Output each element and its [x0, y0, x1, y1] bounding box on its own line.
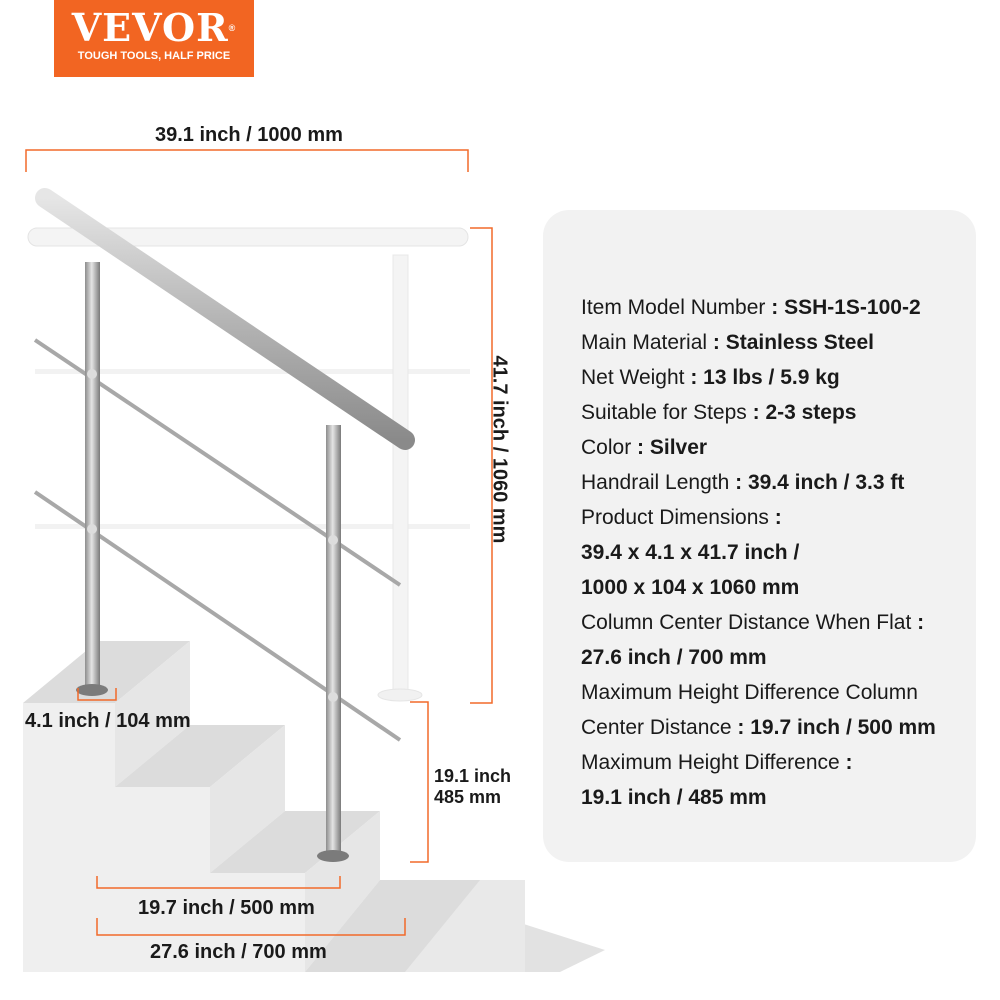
logo-tagline: TOUGH TOOLS, HALF PRICE — [77, 50, 231, 62]
spec-label: Handrail Length — [581, 471, 730, 494]
spec-label: Product Dimensions — [581, 506, 769, 529]
spec-row — [581, 570, 936, 605]
spec-panel — [543, 210, 976, 862]
column-distance-short-label: 19.7 inch / 500 mm — [138, 897, 315, 919]
spec-row — [581, 360, 936, 395]
spec-label: Column Center Distance When Flat — [581, 611, 912, 634]
spec-label: Suitable for Steps — [581, 401, 747, 424]
spec-value: 39.4 x 4.1 x 41.7 inch / — [581, 541, 800, 564]
spec-label: Item Model Number — [581, 296, 766, 319]
spec-value: 2-3 steps — [765, 401, 857, 424]
width-dimension-label: 39.1 inch / 1000 mm — [155, 124, 343, 146]
spec-value: Stainless Steel — [725, 331, 874, 354]
spec-row — [581, 290, 936, 325]
step-height-label-mm: 485 mm — [434, 787, 502, 807]
spec-row — [581, 535, 936, 570]
spec-label: Center Distance — [581, 716, 732, 739]
spec-value: 19.1 inch / 485 mm — [581, 786, 767, 809]
step-height-label-inch: 19.1 inch — [434, 766, 512, 786]
spec-separator: : — [707, 331, 726, 354]
spec-separator: : — [746, 401, 766, 424]
spec-row — [581, 675, 936, 710]
spec-value: 1000 x 104 x 1060 mm — [581, 576, 800, 599]
spec-row — [581, 780, 936, 815]
spec-label: Net Weight — [581, 366, 685, 389]
spec-label: Maximum Height Difference Column — [581, 681, 918, 704]
spec-row — [581, 325, 936, 360]
spec-separator: : — [765, 296, 785, 319]
spec-row — [581, 745, 936, 780]
spec-row — [581, 395, 936, 430]
spec-row — [581, 500, 936, 535]
spec-separator: : — [911, 611, 925, 634]
spec-value: 13 lbs / 5.9 kg — [703, 366, 840, 389]
spec-value: Silver — [649, 436, 708, 459]
spec-separator: : — [731, 716, 751, 739]
spec-separator: : — [631, 436, 650, 459]
vevor-logo: VEVOR® TOUGH TOOLS, HALF PRICE — [54, 0, 254, 77]
base-dimension-label: 4.1 inch / 104 mm — [25, 710, 191, 732]
stairs — [23, 641, 605, 972]
spec-row — [581, 465, 936, 500]
height-dimension-label: 41.7 inch / 1060 mm — [488, 355, 511, 544]
spec-label: Color — [581, 436, 632, 459]
spec-list — [581, 290, 936, 815]
spec-separator: : — [684, 366, 704, 389]
spec-separator: : — [768, 506, 782, 529]
spec-label: Maximum Height Difference — [581, 751, 840, 774]
spec-value: 27.6 inch / 700 mm — [581, 646, 767, 669]
spec-value: 39.4 inch / 3.3 ft — [747, 471, 905, 494]
spec-separator: : — [729, 471, 748, 494]
spec-label: Main Material — [581, 331, 708, 354]
spec-value: 19.7 inch / 500 mm — [750, 716, 936, 739]
spec-row — [581, 430, 936, 465]
spec-row — [581, 640, 936, 675]
spec-separator: : — [839, 751, 853, 774]
spec-row — [581, 710, 936, 745]
spec-row — [581, 605, 936, 640]
spec-value: SSH-1S-100-2 — [784, 296, 921, 319]
column-distance-long-label: 27.6 inch / 700 mm — [150, 941, 327, 963]
